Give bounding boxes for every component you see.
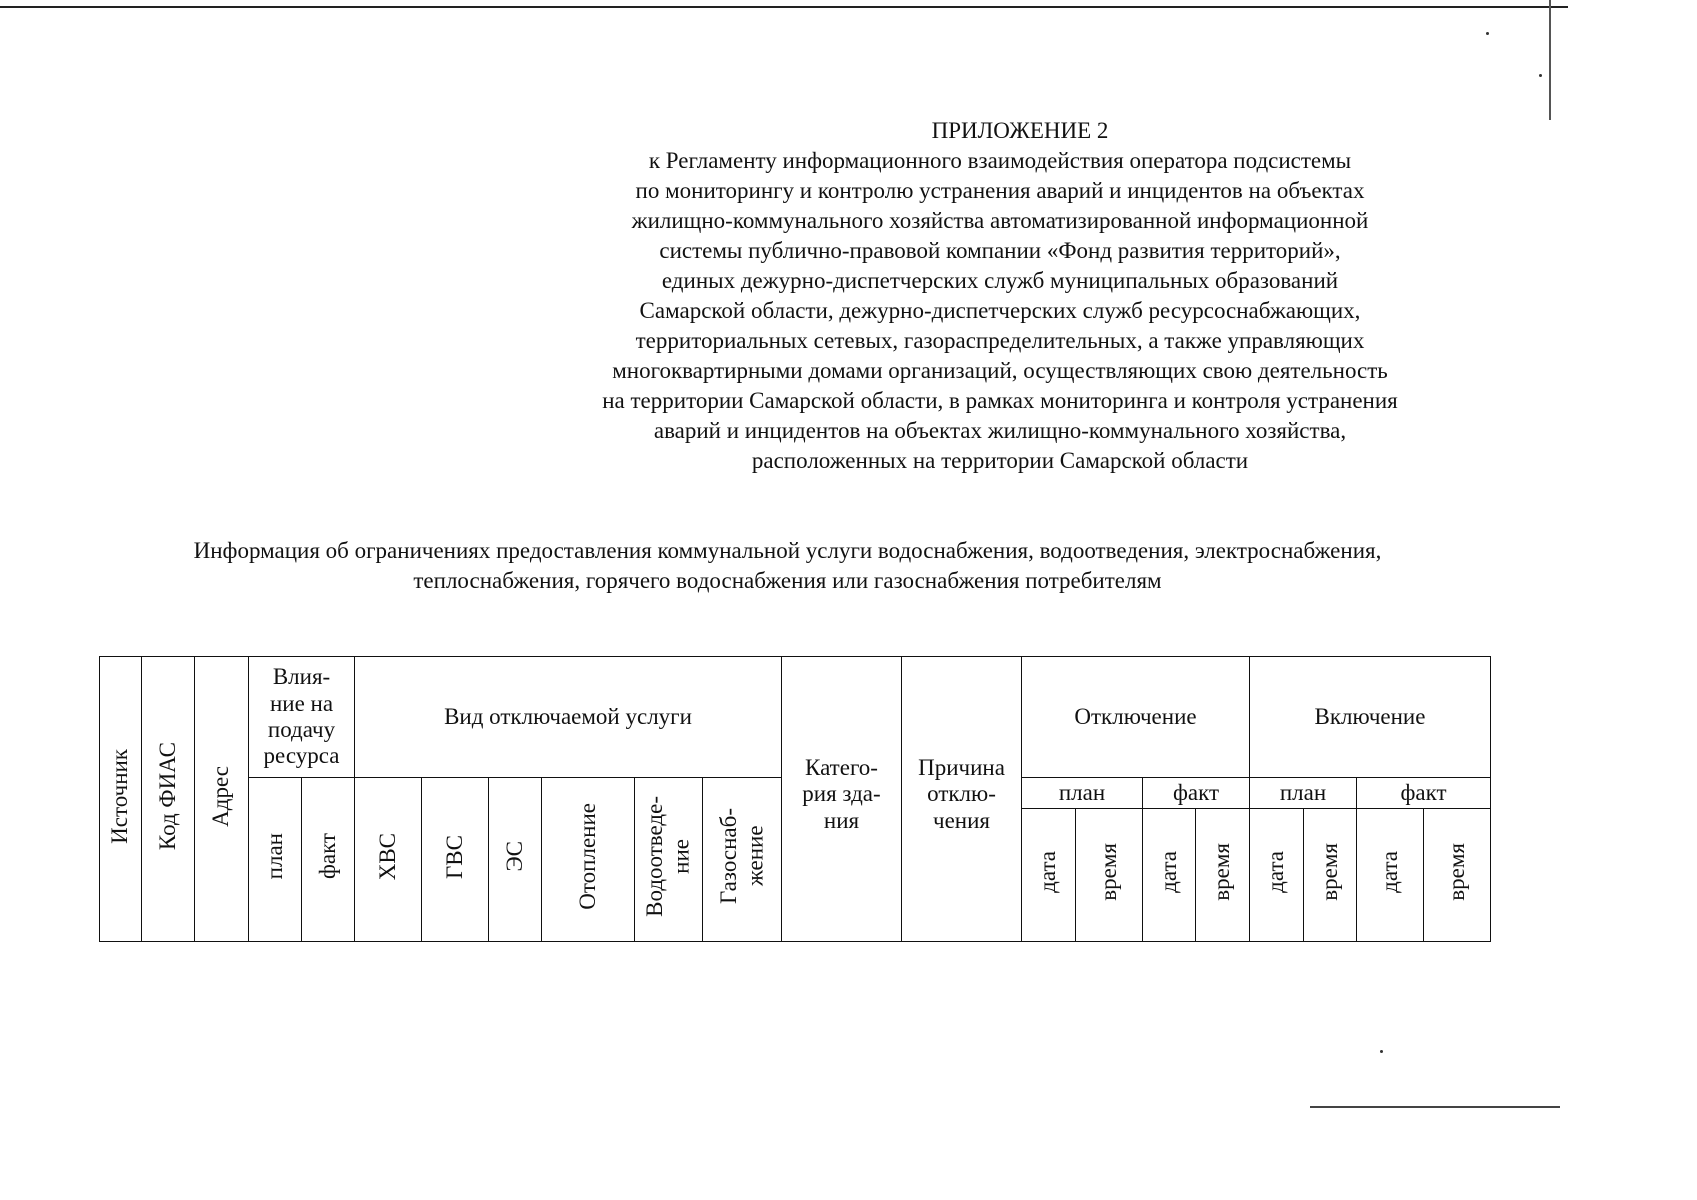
header-shutdown-plan-date: дата [1022, 809, 1076, 942]
header-impact-fact: факт [302, 778, 355, 942]
document-title [90, 536, 1485, 596]
header-hot-water: ГВС [422, 778, 489, 942]
header-impact-plan: план [249, 778, 302, 942]
header-address: Адрес [195, 657, 249, 942]
header-cold-water: ХВС [355, 778, 422, 942]
document-title-line: теплоснабжения, горячего водоснабжения или газоснабжения потребителям [413, 568, 1162, 593]
scan-speck [1539, 74, 1542, 77]
header-shutdown-fact-time: время [1196, 809, 1250, 942]
scan-speck [1486, 32, 1489, 35]
appendix-line: территориальных сетевых, газораспределительных, а также управляющих [635, 328, 1365, 353]
header-restore-fact-date: дата [1357, 809, 1424, 942]
header-restore-plan-date: дата [1250, 809, 1304, 942]
appendix-line: аварий и инцидентов на объектах жилищно-коммунального хозяйства, [653, 418, 1347, 443]
header-restore-fact: факт [1357, 778, 1491, 809]
header-fias-code: Код ФИАС [142, 657, 195, 942]
appendix-line: многоквартирными домами организаций, осуществляющих свою деятельность [612, 358, 1388, 383]
header-restore-fact-time: время [1424, 809, 1491, 942]
header-electricity: ЭС [489, 778, 542, 942]
header-impact: Влия- ние на подачу ресурса [249, 657, 355, 778]
scan-border-top [0, 6, 1568, 8]
header-shutdown-reason: Причина отклю- чения [902, 657, 1022, 942]
scan-border-bottom [1310, 1106, 1560, 1108]
header-restore: Включение [1250, 657, 1491, 778]
document-title-line: Информация об ограничениях предоставления коммунальной услуги водоснабжения, водоотведения, электроснабжения, [193, 538, 1382, 563]
header-restore-plan: план [1250, 778, 1357, 809]
header-source: Источник [100, 657, 142, 942]
header-shutdown-fact-date: дата [1143, 809, 1196, 942]
appendix-line: к Регламенту информационного взаимодействия оператора подсистемы [648, 148, 1352, 173]
appendix-line: жилищно-коммунального хозяйства автоматизированной информационной [631, 208, 1369, 233]
appendix-line: по мониторингу и контролю устранения аварий и инцидентов на объектах [635, 178, 1365, 203]
appendix-line: единых дежурно-диспетчерских служб муниципальных образований [661, 268, 1339, 293]
scan-border-right [1549, 0, 1551, 120]
appendix-title: ПРИЛОЖЕНИЕ 2 [931, 118, 1109, 143]
appendix-line: системы публично-правовой компании «Фонд развития территорий», [659, 238, 1341, 263]
header-gas: Газоснаб- жение [703, 778, 782, 942]
appendix-line: расположенных на территории Самарской области [751, 448, 1249, 473]
appendix-line: на территории Самарской области, в рамках мониторинга и контроля устранения [602, 388, 1398, 413]
appendix-line: Самарской области, дежурно-диспетчерских служб ресурсоснабжающих, [639, 298, 1361, 323]
restrictions-table [99, 656, 1491, 942]
header-service-type: Вид отключаемой услуги [355, 657, 782, 778]
scan-speck [1380, 1050, 1383, 1053]
header-restore-plan-time: время [1304, 809, 1357, 942]
header-shutdown-plan: план [1022, 778, 1143, 809]
header-shutdown-fact: факт [1143, 778, 1250, 809]
header-building-category: Катего- рия зда- ния [782, 657, 902, 942]
header-heating: Отопление [542, 778, 635, 942]
header-sewerage: Водоотведе- ние [635, 778, 703, 942]
header-shutdown: Отключение [1022, 657, 1250, 778]
header-shutdown-plan-time: время [1076, 809, 1143, 942]
appendix-header [535, 116, 1465, 476]
